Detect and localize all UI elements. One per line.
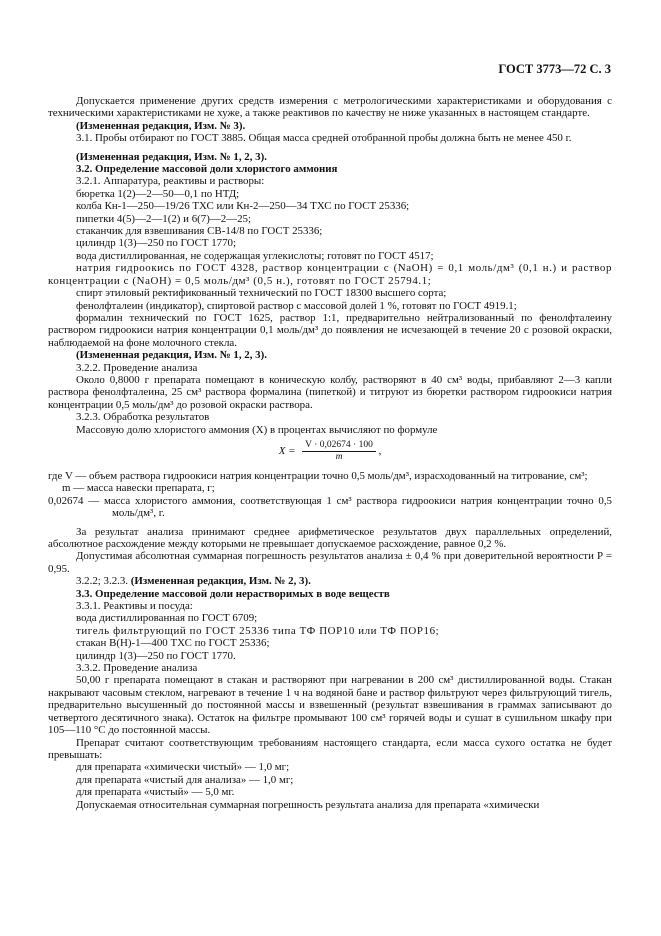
paragraph: Допускается применение других средств измерения с метрологическими характеристиками и оборудования с техническими характеристиками не хуже, а также реактивов по качеству не ниже указанных в настоящем стандарте. xyxy=(48,95,612,120)
formula-denominator: m xyxy=(335,451,343,462)
list-item: натрия гидроокись по ГОСТ 4328, раствор концентрации c (NaOH) = 0,1 моль/дм³ (0,1 н.) и раствор концентрации c (NaOH) = 0,5 моль/дм³ (0,5 н.), готовят по ГОСТ 25794.1; xyxy=(48,262,612,287)
where-label: где V — xyxy=(48,469,87,482)
list-item: стаканчик для взвешивания СВ-14/8 по ГОСТ 25336; xyxy=(76,225,323,238)
list-item: формалин технический по ГОСТ 1625, раствор 1:1, предварительно нейтрализованный по фенолфталеину раствором гидроокиси натрия концентрации 0,1 моль/дм³ до появления не исчезающей в течение 20 с розовой окраски, наблюдаемой на фоне молочного стекла. xyxy=(48,311,612,349)
list-item: стакан В(Н)-1—400 ТХС по ГОСТ 25336; xyxy=(76,637,270,650)
formula xyxy=(48,440,612,464)
list-item: цилиндр 1(3)—250 по ГОСТ 1770; xyxy=(76,237,237,250)
paragraph: 50,00 г препарата помещают в стакан и растворяют при нагревании в 200 см³ дистиллированной воды. Стакан накрывают часовым стеклом, нагревают в течение 1 ч на водяной бане и раствор фильтруют через фильтрующий тигель, предварительно высушенный до постоянной массы и взвешенный (результат взвешивания в граммах записывают до четвертого десятичного знака). Остаток на фильтре промывают 100 см³ горячей воды и сушат в сушильном шкафу при 105—110 °С до постоянной массы. xyxy=(48,674,612,737)
where-label: 0,02674 — xyxy=(48,494,100,507)
list-item: колба Кн-1—250—19/26 ТХС или Кн-2—250—34 ТХС по ГОСТ 25336; xyxy=(76,200,410,213)
where-item xyxy=(48,495,612,520)
subsection-heading: 3.3.2. Проведение анализа xyxy=(76,662,198,675)
where-text: объем раствора гидроокиси натрия концентрации точно 0,5 моль/дм³, израсходованный на титрование, см³; xyxy=(89,469,588,482)
list-item: вода дистиллированная по ГОСТ 6709; xyxy=(76,612,258,625)
formula-lhs: X = xyxy=(278,445,296,458)
where-item xyxy=(48,470,612,482)
list-item: цилиндр 1(3)—250 по ГОСТ 1770. xyxy=(76,649,236,662)
subsection-heading: 3.2.2. Проведение анализа xyxy=(76,361,198,374)
where-text: масса хлористого аммония, соответствующая 1 см³ раствора гидроокиси натрия концентрации точно 0,5 моль/дм³, г. xyxy=(103,494,613,520)
paragraph: Около 0,8000 г препарата помещают в коническую колбу, растворяют в 40 см³ воды, прибавляют 2—3 капли раствора фенолфталеина, 25 см³ раствора формалина (пипеткой) и титруют из бюретки раствором гидроокиси натрия концентрации 0,5 моль/дм³ до розовой окраски раствора. xyxy=(48,373,612,411)
amendment-note: (Измененная редакция, Изм. № 2, 3). xyxy=(130,575,311,588)
list-item: для препарата «чистый» — 5,0 мг. xyxy=(76,786,235,799)
formula-fraction xyxy=(302,440,376,463)
where-item xyxy=(48,482,612,494)
document-body xyxy=(48,95,612,811)
list-item: вода дистиллированная, не содержащая углекислоты; готовят по ГОСТ 4517; xyxy=(76,249,434,262)
where-text: масса навески препарата, г; xyxy=(86,482,215,495)
paragraph: 3.2.1. Аппаратура, реактивы и растворы: xyxy=(76,175,265,188)
paragraph: Препарат считают соответствующим требованиям настоящего стандарта, если масса сухого остатка не будет превышать: xyxy=(48,736,612,761)
paragraph: Массовую долю хлористого аммония (X) в процентах вычисляют по формуле xyxy=(76,423,438,436)
amendment-line xyxy=(48,575,612,587)
page-header: ГОСТ 3773—72 С. 3 xyxy=(498,62,611,76)
amendment-note: (Измененная редакция, Изм. № 1, 2, 3). xyxy=(76,349,267,362)
amendment-note: (Измененная редакция, Изм. № 1, 2, 3). xyxy=(76,150,267,163)
where-label: m — xyxy=(62,482,85,495)
subsection-heading: 3.2.3. Обработка результатов xyxy=(76,411,210,424)
list-item: пипетки 4(5)—2—1(2) и 6(7)—2—25; xyxy=(76,212,251,225)
section-heading: 3.3. Определение массовой доли нерастворимых в воде веществ xyxy=(76,587,390,600)
list-item: тигель фильтрующий по ГОСТ 25336 типа ТФ ПОР10 или ТФ ПОР16; xyxy=(76,624,440,637)
amendment-note: (Измененная редакция, Изм. № 3). xyxy=(76,119,246,132)
list-item: спирт этиловый ректификованный технический по ГОСТ 18300 высшего сорта; xyxy=(76,287,447,300)
clause-ref: 3.2.2; 3.2.3. xyxy=(76,575,129,588)
paragraph: 3.3.1. Реактивы и посуда: xyxy=(76,600,193,613)
list-item: для препарата «чистый для анализа» — 1,0 мг; xyxy=(76,773,294,786)
list-item: для препарата «химически чистый» — 1,0 мг; xyxy=(76,761,290,774)
paragraph: За результат анализа принимают среднее арифметическое результатов двух параллельных определений, абсолютное расхождение между которыми не превышает допускаемое расхождение, равное 0,2 %. xyxy=(48,525,612,550)
list-item: фенолфталеин (индикатор), спиртовой раствор с массовой долей 1 %, готовят по ГОСТ 4919.1; xyxy=(76,299,517,312)
paragraph: Допустимая абсолютная суммарная погрешность результатов анализа ± 0,4 % при доверительной вероятности P = 0,95. xyxy=(48,550,612,575)
paragraph: Допускаемая относительная суммарная погрешность результата анализа для препарата «химически xyxy=(76,798,540,811)
list-item: бюретка 1(2)—2—50—0,1 по НТД; xyxy=(76,187,240,200)
section-heading: 3.2. Определение массовой доли хлористого аммония xyxy=(76,163,338,176)
formula-numerator: V · 0,02674 · 100 xyxy=(302,440,376,452)
paragraph: 3.1. Пробы отбирают по ГОСТ 3885. Общая масса средней отобранной пробы должна быть не менее 450 г. xyxy=(76,132,572,145)
formula-tail: , xyxy=(378,444,382,457)
